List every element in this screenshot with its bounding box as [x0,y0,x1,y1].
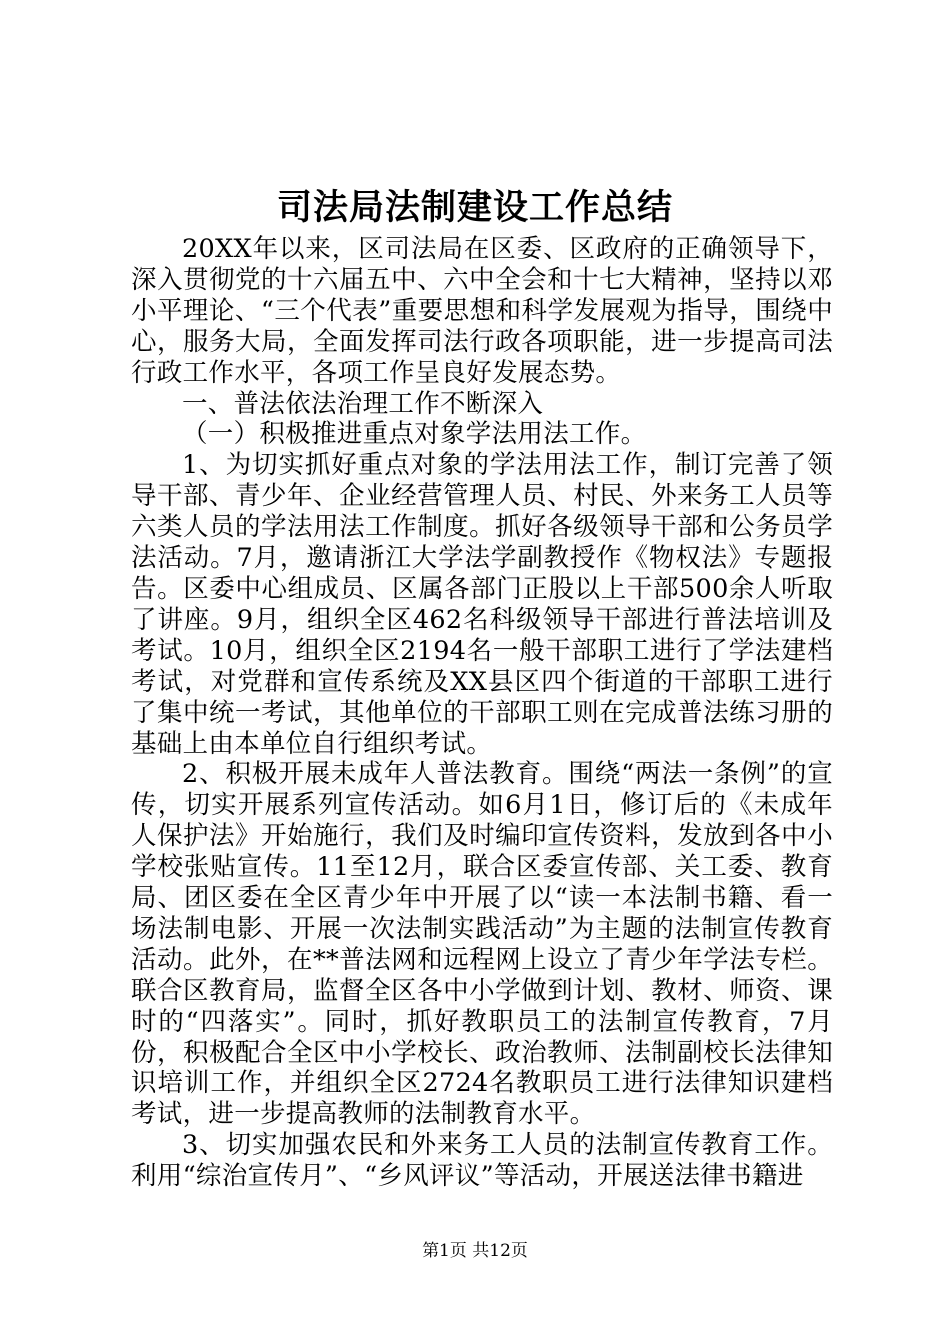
document-body [131,234,833,1192]
subsection-heading-1: （一）积极推进重点对象学法用法工作。 [182,419,647,450]
paragraph-item-3: 3、切实加强农民和外来务工人员的法制宣传教育工作。利用“综治宣传月”、“乡风评议”等活动，开展送法律书籍进 [131,1130,833,1192]
page-number-footer: 第1页 共12页 [422,1241,528,1261]
paragraph-item-2: 2、积极开展未成年人普法教育。围绕“两法一条例”的宣传，切实开展系列宣传活动。如6月1日，修订后的《未成年人保护法》开始施行，我们及时编印宣传资料，发放到各中小学校张贴宣传。11至12月，联合区委宣传部、关工委、教育局、团区委在全区青少年中开展了以“读一本法制书籍、看一场法制电影、开展一次法制实践活动”为主题的法制宣传教育活动。此外，在**普法网和远程网上设立了青少年学法专栏。联合区教育局，监督全区各中小学做到计划、教材、师资、课时的“四落实”。同时，抓好教职员工的法制宣传教育，7月份，积极配合全区中小学校长、政治教师、法制副校长法律知识培训工作，并组织全区2724名教职员工进行法律知识建档考试，进一步提高教师的法制教育水平。 [131,759,833,1130]
paragraph-intro: 20XX年以来，区司法局在区委、区政府的正确领导下，深入贯彻党的十六届五中、六中全会和十七大精神，坚持以邓小平理论、“三个代表”重要思想和科学发展观为指导，围绕中心，服务大局，全面发挥司法行政各项职能，进一步提高司法行政工作水平，各项工作呈良好发展态势。 [131,234,833,388]
document-title: 司法局法制建设工作总结 [276,187,673,228]
paragraph-item-1: 1、为切实抓好重点对象的学法用法工作，制订完善了领导干部、青少年、企业经营管理人员、村民、外来务工人员等六类人员的学法用法工作制度。抓好各级领导干部和公务员学法活动。7月，邀请浙江大学法学副教授作《物权法》专题报告。区委中心组成员、区属各部门正股以上干部500余人听取了讲座。9月，组织全区462名科级领导干部进行普法培训及考试。10月，组织全区2194名一般干部职工进行了学法建档考试，对党群和宣传系统及XX县区四个街道的干部职工进行了集中统一考试，其他单位的干部职工则在完成普法练习册的基础上由本单位自行组织考试。 [131,450,833,759]
section-heading-1: 一、普法依法治理工作不断深入 [182,388,544,419]
